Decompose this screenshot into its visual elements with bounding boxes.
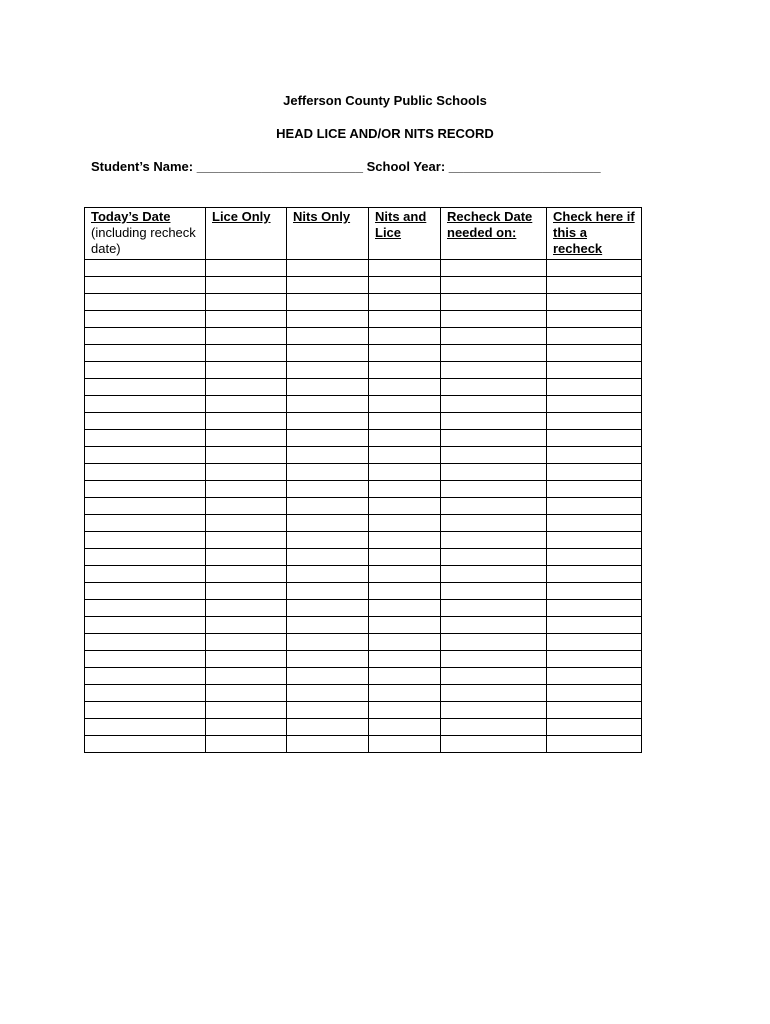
- table-cell[interactable]: [85, 549, 206, 566]
- table-cell[interactable]: [547, 413, 642, 430]
- table-cell[interactable]: [206, 719, 287, 736]
- table-cell[interactable]: [287, 617, 369, 634]
- table-cell[interactable]: [369, 685, 441, 702]
- table-cell[interactable]: [547, 583, 642, 600]
- table-cell[interactable]: [547, 430, 642, 447]
- col-recheck-date-title: Recheck Date needed on:: [447, 209, 533, 240]
- table-cell[interactable]: [369, 532, 441, 549]
- table-cell[interactable]: [441, 260, 547, 277]
- table-header-row: [85, 208, 642, 260]
- table-row: [85, 464, 642, 481]
- table-cell[interactable]: [85, 413, 206, 430]
- table-cell[interactable]: [287, 685, 369, 702]
- table-cell[interactable]: [287, 447, 369, 464]
- col-lice-only-title: Lice Only: [212, 209, 271, 224]
- table-cell[interactable]: [287, 498, 369, 515]
- table-cell[interactable]: [287, 651, 369, 668]
- table-cell[interactable]: [547, 328, 642, 345]
- table-cell[interactable]: [369, 311, 441, 328]
- table-cell[interactable]: [441, 583, 547, 600]
- table-cell[interactable]: [287, 379, 369, 396]
- table-cell[interactable]: [369, 362, 441, 379]
- table-cell[interactable]: [287, 328, 369, 345]
- table-cell[interactable]: [85, 532, 206, 549]
- table-cell[interactable]: [287, 668, 369, 685]
- table-cell[interactable]: [287, 600, 369, 617]
- table-cell[interactable]: [369, 413, 441, 430]
- table-row: [85, 430, 642, 447]
- table-cell[interactable]: [85, 583, 206, 600]
- table-cell[interactable]: [547, 515, 642, 532]
- table-cell[interactable]: [206, 396, 287, 413]
- table-cell[interactable]: [85, 260, 206, 277]
- table-cell[interactable]: [206, 532, 287, 549]
- table-cell[interactable]: [85, 294, 206, 311]
- table-row: [85, 294, 642, 311]
- table-cell[interactable]: [547, 464, 642, 481]
- table-cell[interactable]: [369, 430, 441, 447]
- table-cell[interactable]: [441, 362, 547, 379]
- col-nits-only-title: Nits Only: [293, 209, 351, 224]
- table-cell[interactable]: [85, 430, 206, 447]
- table-cell[interactable]: [547, 668, 642, 685]
- table-row: [85, 260, 642, 277]
- table-cell[interactable]: [547, 702, 642, 719]
- table-cell[interactable]: [206, 294, 287, 311]
- table-cell[interactable]: [85, 719, 206, 736]
- table-cell[interactable]: [206, 549, 287, 566]
- table-cell[interactable]: [441, 515, 547, 532]
- table-cell[interactable]: [206, 362, 287, 379]
- table-cell[interactable]: [441, 736, 547, 753]
- table-cell[interactable]: [441, 481, 547, 498]
- table-cell[interactable]: [287, 719, 369, 736]
- table-cell[interactable]: [287, 413, 369, 430]
- table-cell[interactable]: [287, 566, 369, 583]
- table-cell[interactable]: [369, 498, 441, 515]
- table-body: [85, 260, 642, 753]
- table-row: [85, 481, 642, 498]
- table-cell[interactable]: [287, 634, 369, 651]
- table-cell[interactable]: [85, 634, 206, 651]
- table-cell[interactable]: [287, 311, 369, 328]
- table-cell[interactable]: [441, 719, 547, 736]
- table-cell[interactable]: [441, 396, 547, 413]
- table-cell[interactable]: [206, 379, 287, 396]
- table-cell[interactable]: [441, 277, 547, 294]
- table-row: [85, 617, 642, 634]
- table-cell[interactable]: [85, 362, 206, 379]
- table-row: [85, 277, 642, 294]
- table-row: [85, 702, 642, 719]
- table-cell[interactable]: [441, 447, 547, 464]
- table-cell[interactable]: [547, 617, 642, 634]
- table-cell[interactable]: [441, 600, 547, 617]
- table-cell[interactable]: [85, 379, 206, 396]
- table-cell[interactable]: [441, 498, 547, 515]
- table-cell[interactable]: [547, 362, 642, 379]
- table-cell[interactable]: [369, 396, 441, 413]
- table-cell[interactable]: [206, 260, 287, 277]
- col-lice-only: [206, 208, 287, 260]
- school-year-field[interactable]: _____________________: [448, 159, 601, 174]
- table-cell[interactable]: [369, 549, 441, 566]
- col-nits-and-lice-title: Nits and Lice: [375, 209, 427, 240]
- school-year-label: School Year:: [366, 159, 446, 174]
- table-cell[interactable]: [287, 532, 369, 549]
- table-cell[interactable]: [369, 481, 441, 498]
- table-cell[interactable]: [85, 396, 206, 413]
- table-cell[interactable]: [287, 396, 369, 413]
- table-cell[interactable]: [369, 515, 441, 532]
- table-cell[interactable]: [369, 583, 441, 600]
- table-row: [85, 736, 642, 753]
- table-cell[interactable]: [206, 498, 287, 515]
- table-cell[interactable]: [441, 702, 547, 719]
- table-row: [85, 583, 642, 600]
- table-cell[interactable]: [369, 617, 441, 634]
- table-row: [85, 634, 642, 651]
- table-cell[interactable]: [547, 396, 642, 413]
- table-cell[interactable]: [206, 600, 287, 617]
- table-cell[interactable]: [85, 464, 206, 481]
- table-cell[interactable]: [206, 277, 287, 294]
- table-cell[interactable]: [85, 668, 206, 685]
- table-cell[interactable]: [547, 736, 642, 753]
- table-cell[interactable]: [287, 702, 369, 719]
- table-cell[interactable]: [441, 549, 547, 566]
- table-cell[interactable]: [369, 294, 441, 311]
- table-cell[interactable]: [441, 294, 547, 311]
- col-check-recheck: [547, 208, 642, 260]
- table-cell[interactable]: [85, 702, 206, 719]
- table-cell[interactable]: [547, 566, 642, 583]
- table-cell[interactable]: [206, 447, 287, 464]
- table-cell[interactable]: [547, 260, 642, 277]
- table-cell[interactable]: [85, 481, 206, 498]
- table-cell[interactable]: [441, 345, 547, 362]
- form-title: HEAD LICE AND/OR NITS RECORD: [276, 126, 494, 141]
- table-row: [85, 685, 642, 702]
- table-cell[interactable]: [206, 464, 287, 481]
- table-cell[interactable]: [441, 379, 547, 396]
- table-cell[interactable]: [369, 702, 441, 719]
- table-cell[interactable]: [369, 464, 441, 481]
- table-cell[interactable]: [206, 617, 287, 634]
- col-todays-date-title: Today’s Date: [91, 209, 171, 224]
- table-row: [85, 362, 642, 379]
- table-row: [85, 549, 642, 566]
- table-cell[interactable]: [369, 566, 441, 583]
- table-cell[interactable]: [369, 600, 441, 617]
- table-cell[interactable]: [441, 328, 547, 345]
- table-cell[interactable]: [85, 311, 206, 328]
- table-row: [85, 651, 642, 668]
- table-row: [85, 311, 642, 328]
- table-cell[interactable]: [369, 345, 441, 362]
- table-row: [85, 566, 642, 583]
- table-cell[interactable]: [369, 668, 441, 685]
- table-cell[interactable]: [369, 379, 441, 396]
- table-cell[interactable]: [441, 311, 547, 328]
- table-cell[interactable]: [206, 566, 287, 583]
- table-cell[interactable]: [369, 447, 441, 464]
- table-cell[interactable]: [547, 532, 642, 549]
- table-cell[interactable]: [369, 260, 441, 277]
- table-cell[interactable]: [206, 583, 287, 600]
- table-cell[interactable]: [206, 668, 287, 685]
- table-row: [85, 532, 642, 549]
- table-cell[interactable]: [547, 294, 642, 311]
- table-row: [85, 396, 642, 413]
- table-cell[interactable]: [206, 345, 287, 362]
- table-cell[interactable]: [369, 736, 441, 753]
- table-cell[interactable]: [441, 464, 547, 481]
- table-cell[interactable]: [85, 600, 206, 617]
- table-cell[interactable]: [85, 498, 206, 515]
- table-cell[interactable]: [206, 515, 287, 532]
- table-cell[interactable]: [369, 634, 441, 651]
- table-cell[interactable]: [441, 617, 547, 634]
- table-cell[interactable]: [369, 651, 441, 668]
- table-cell[interactable]: [369, 277, 441, 294]
- table-cell[interactable]: [85, 617, 206, 634]
- student-name-field[interactable]: _______________________: [196, 159, 364, 174]
- table-cell[interactable]: [206, 430, 287, 447]
- table-cell[interactable]: [287, 464, 369, 481]
- table-row: [85, 719, 642, 736]
- table-cell[interactable]: [547, 498, 642, 515]
- table-cell[interactable]: [206, 311, 287, 328]
- table-cell[interactable]: [85, 651, 206, 668]
- table-cell[interactable]: [287, 736, 369, 753]
- table-cell[interactable]: [85, 447, 206, 464]
- table-cell[interactable]: [85, 345, 206, 362]
- table-cell[interactable]: [547, 379, 642, 396]
- table-cell[interactable]: [287, 362, 369, 379]
- table-cell[interactable]: [206, 413, 287, 430]
- table-cell[interactable]: [287, 430, 369, 447]
- table-cell[interactable]: [547, 277, 642, 294]
- table-row: [85, 345, 642, 362]
- col-todays-date-subtitle: (including recheck date): [91, 225, 196, 256]
- table-cell[interactable]: [369, 719, 441, 736]
- table-cell[interactable]: [441, 685, 547, 702]
- table-cell[interactable]: [206, 736, 287, 753]
- student-fields-line: [91, 159, 601, 174]
- table-row: [85, 328, 642, 345]
- table-cell[interactable]: [85, 277, 206, 294]
- table-cell[interactable]: [287, 277, 369, 294]
- table-cell[interactable]: [85, 736, 206, 753]
- lice-record-table: [84, 207, 642, 753]
- table-cell[interactable]: [287, 260, 369, 277]
- table-cell[interactable]: [287, 515, 369, 532]
- table-cell[interactable]: [206, 634, 287, 651]
- table-cell[interactable]: [547, 481, 642, 498]
- table-cell[interactable]: [206, 651, 287, 668]
- col-nits-only: [287, 208, 369, 260]
- table-cell[interactable]: [85, 328, 206, 345]
- table-row: [85, 498, 642, 515]
- table-cell[interactable]: [547, 345, 642, 362]
- table-cell[interactable]: [547, 685, 642, 702]
- table-cell[interactable]: [287, 583, 369, 600]
- table-cell[interactable]: [547, 600, 642, 617]
- student-name-label: Student’s Name:: [91, 159, 194, 174]
- table-cell[interactable]: [206, 702, 287, 719]
- table-row: [85, 413, 642, 430]
- table-cell[interactable]: [206, 685, 287, 702]
- table-row: [85, 515, 642, 532]
- table-cell[interactable]: [441, 651, 547, 668]
- table-cell[interactable]: [441, 668, 547, 685]
- table-cell[interactable]: [287, 549, 369, 566]
- table-cell[interactable]: [85, 515, 206, 532]
- table-cell[interactable]: [85, 685, 206, 702]
- table-cell[interactable]: [441, 634, 547, 651]
- col-check-recheck-title: Check here if this a recheck: [553, 209, 635, 256]
- table-cell[interactable]: [441, 413, 547, 430]
- table-row: [85, 600, 642, 617]
- table-cell[interactable]: [547, 651, 642, 668]
- table-cell[interactable]: [441, 430, 547, 447]
- table-cell[interactable]: [287, 294, 369, 311]
- table-cell[interactable]: [206, 481, 287, 498]
- table-cell[interactable]: [547, 447, 642, 464]
- table-cell[interactable]: [547, 719, 642, 736]
- organization-name: Jefferson County Public Schools: [283, 93, 487, 108]
- col-todays-date: [85, 208, 206, 260]
- table-cell[interactable]: [547, 549, 642, 566]
- table-cell[interactable]: [369, 328, 441, 345]
- table-cell[interactable]: [441, 566, 547, 583]
- table-cell[interactable]: [547, 311, 642, 328]
- table-cell[interactable]: [85, 566, 206, 583]
- table-row: [85, 447, 642, 464]
- col-recheck-date: [441, 208, 547, 260]
- table-cell[interactable]: [287, 481, 369, 498]
- table-cell[interactable]: [206, 328, 287, 345]
- col-nits-and-lice: [369, 208, 441, 260]
- table-cell[interactable]: [547, 634, 642, 651]
- table-cell[interactable]: [441, 532, 547, 549]
- table-cell[interactable]: [287, 345, 369, 362]
- table-row: [85, 668, 642, 685]
- table-row: [85, 379, 642, 396]
